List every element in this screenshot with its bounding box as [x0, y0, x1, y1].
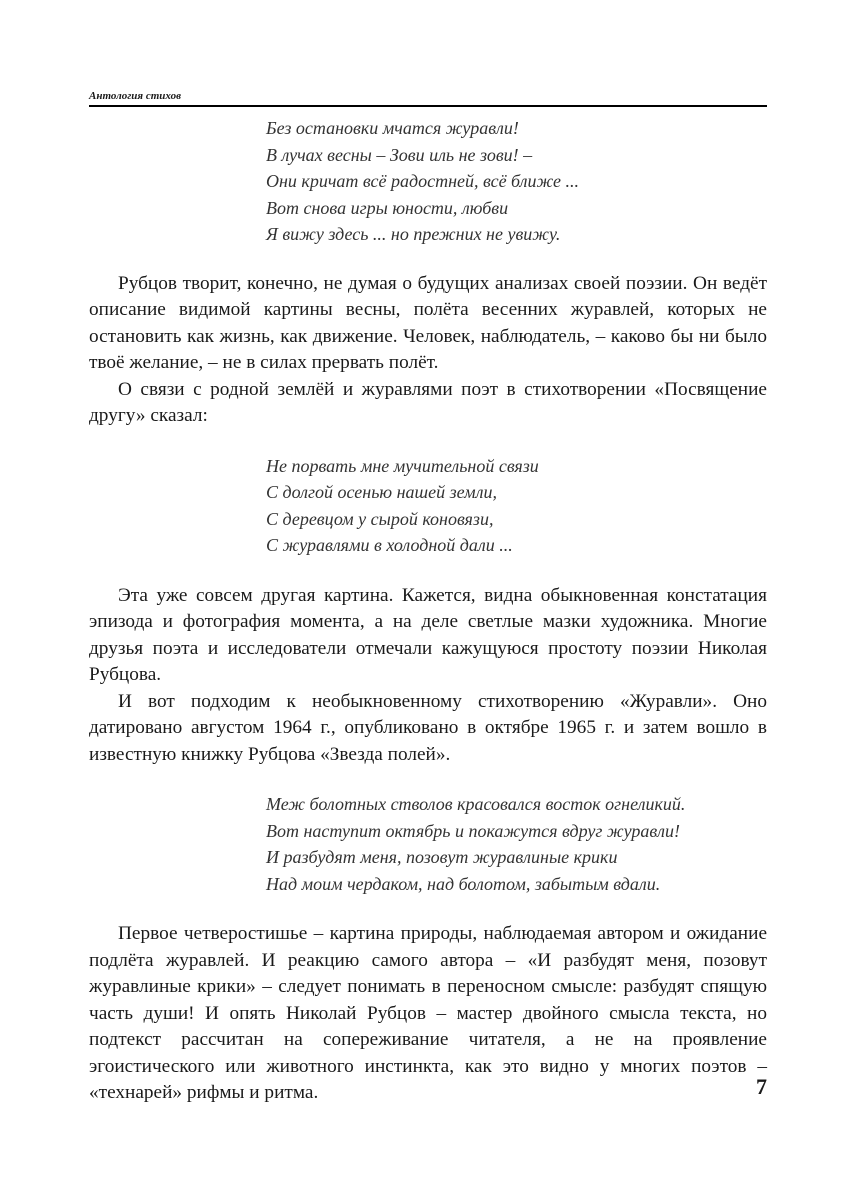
paragraph-1: Рубцов творит, конечно, не думая о будущих анализах своей поэзии. Он ведёт описание видимой картины весны, полёта весенних журавлей, которых не остановить как жизнь, как движение. Человек, наблюдатель, – каково бы ни было твоё желание, – не в силах прервать полёт. — [89, 272, 767, 373]
header-rule — [89, 105, 767, 107]
verse-line: С журавлями в холодной дали ... — [266, 535, 513, 555]
verse-stanza-3 — [266, 791, 767, 897]
paragraph-3: Эта уже совсем другая картина. Кажется, видна обыкновенная констатация эпизода и фотография момента, а на деле светлые мазки художника. Многие друзья поэта и исследователи отмечали кажущуюся простоту поэзии Николая Рубцова. — [89, 584, 767, 685]
page-body — [89, 113, 767, 1107]
verse-line: Над моим чердаком, над болотом, забытым вдали. — [266, 873, 661, 894]
verse-line: С долгой осенью нашей земли, — [266, 482, 497, 502]
verse-stanza-2 — [266, 453, 767, 559]
running-header-title: Антология стихов — [89, 90, 182, 102]
verse-line: И разбудят меня, позовут журавлиные крики — [266, 847, 618, 867]
verse-line: Не порвать мне мучительной связи — [266, 455, 539, 476]
paragraph-5: Первое четверостишье – картина природы, наблюдаемая автором и ожидание подлёта журавлей. И реакцию самого автора – «И разбудят меня, позовут журавлиные крики» – следует понимать в переносном смысле: разбудят спящую часть души! И опять Николай Рубцов – мастер двойного смысла текста, но подтекст рассчитан на сопереживание читателя, а не на проявление эгоистического или животного инстинкта, как это видно у многих поэтов – «технарей» рифмы и ритма. — [89, 923, 767, 1103]
page-number: 7 — [756, 1074, 767, 1099]
paragraph-2: О связи с родной землёй и журавлями поэт в стихотворении «Посвящение другу» сказал: — [89, 378, 767, 426]
verse-line: Они кричат всё радостней, всё ближе ... — [266, 171, 580, 191]
verse-line: Вот снова игры юности, любви — [266, 197, 509, 218]
verse-stanza-1 — [266, 115, 767, 248]
verse-line: В лучах весны – Зови иль не зови! – — [266, 144, 533, 165]
verse-line: Меж болотных стволов красовался восток огнеликий. — [266, 794, 686, 814]
verse-line: Вот наступит октябрь и покажутся вдруг журавли! — [266, 820, 681, 841]
verse-line: Без остановки мчатся журавли! — [266, 118, 519, 138]
paragraph-4: И вот подходим к необыкновенному стихотворению «Журавли». Оно датировано августом 1964 г., опубликовано в октябре 1965 г. и затем вошло в известную книжку Рубцова «Звезда полей». — [89, 690, 767, 765]
verse-line: Я вижу здесь ... но прежних не увижу. — [266, 224, 561, 244]
verse-line: С деревцом у сырой коновязи, — [266, 508, 494, 529]
running-header — [89, 90, 767, 107]
